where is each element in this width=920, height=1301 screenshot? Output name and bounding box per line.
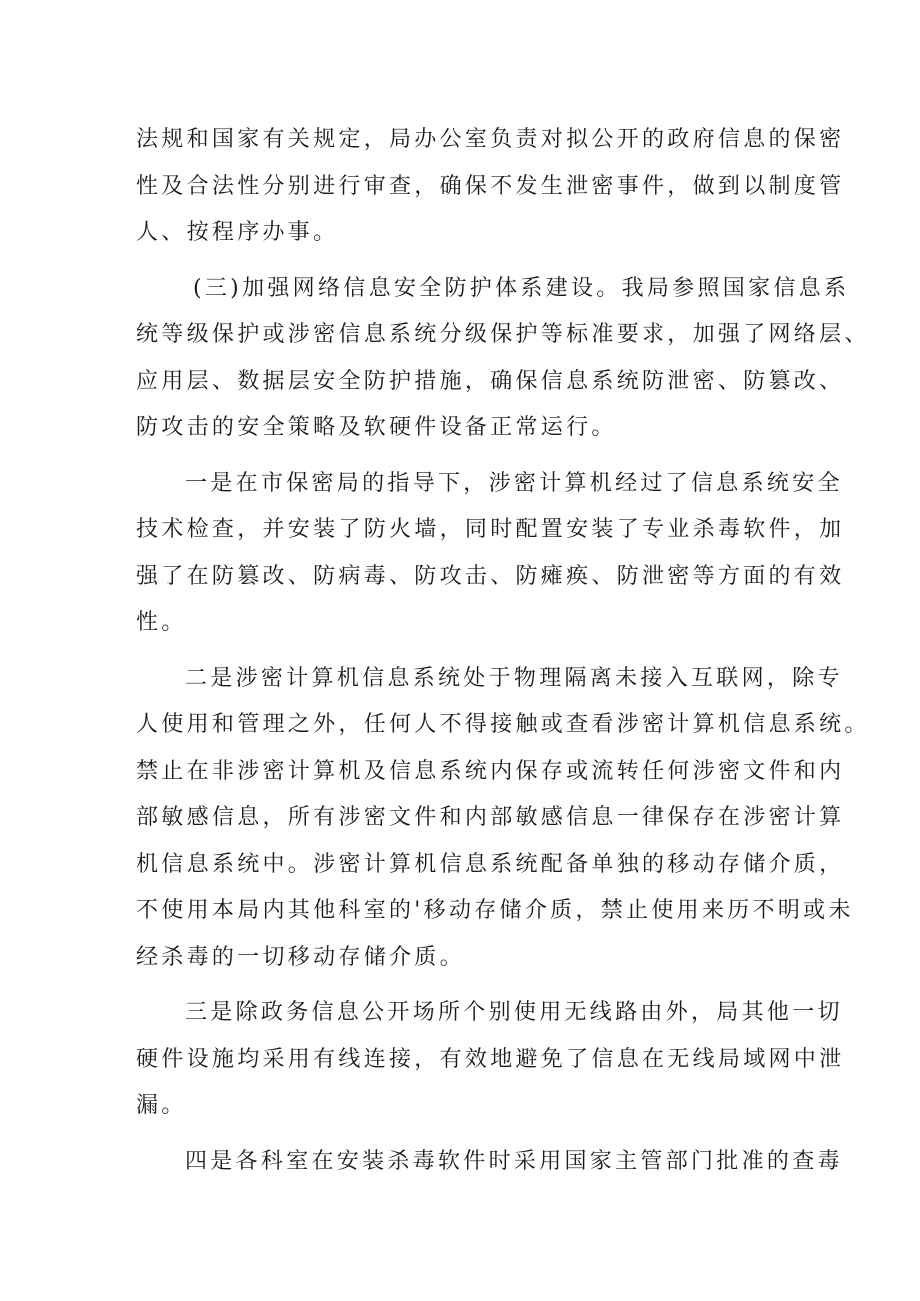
text-line: 人使用和管理之外，任何人不得接触或查看涉密计算机信息系统。 [136, 712, 870, 737]
text-line: 经杀毒的一切移动存储介质。 [136, 944, 465, 970]
text-line: 四是各科室在安装杀毒软件时采用国家主管部门批准的查毒 [185, 1148, 843, 1174]
text-line: 强了在防篡改、防病毒、防攻击、防瘫痪、防泄密等方面的有效 [136, 563, 845, 589]
paragraph-4 [136, 656, 870, 982]
paragraph-3 [136, 461, 845, 647]
text-line: 漏。 [136, 1093, 187, 1118]
text-line: 二是涉密计算机信息系统处于物理隔离未接入互联网，除专 [185, 665, 843, 691]
text-line: (三)加强网络信息安全防护体系建设。我局参照国家信息系 [193, 275, 850, 301]
paragraph-2 [136, 266, 870, 452]
text-line: 禁止在非涉密计算机及信息系统内保存或流转任何涉密文件和内 [136, 758, 845, 784]
text-line: 硬件设施均采用有线连接，有效地避免了信息在无线局域网中泄 [136, 1046, 845, 1072]
paragraph-6 [136, 1139, 843, 1186]
paragraph-1 [136, 117, 845, 257]
text-line: 技术检查，并安装了防火墙，同时配置安装了专业杀毒软件，加 [136, 517, 845, 542]
text-line: 法规和国家有关规定，局办公室负责对拟公开的政府信息的保密 [136, 127, 845, 152]
text-line: 防攻击的安全策略及软硬件设备正常运行。 [136, 415, 617, 440]
document-body [136, 117, 870, 1185]
text-line: 统等级保护或涉密信息系统分级保护等标准要求，加强了网络层、 [136, 322, 870, 347]
text-line: 机信息系统中。涉密计算机信息系统配备单独的移动存储介质， [136, 851, 845, 877]
text-line: 应用层、数据层安全防护措施，确保信息系统防泄密、防篡改、 [136, 368, 845, 394]
text-line: 性。 [136, 610, 187, 635]
paragraph-5 [136, 990, 845, 1130]
text-line: 人、按程序办事。 [136, 220, 339, 245]
text-line: 三是除政务信息公开场所个别使用无线路由外，局其他一切 [185, 1000, 843, 1025]
text-line: 部敏感信息，所有涉密文件和内部敏感信息一律保存在涉密计算 [136, 805, 845, 830]
text-line: 性及合法性分别进行审查，确保不发生泄密事件，做到以制度管 [136, 173, 845, 199]
text-line: 不使用本局内其他科室的'移动存储介质，禁止使用来历不明或未 [136, 898, 854, 923]
text-line: 一是在市保密局的指导下，涉密计算机经过了信息系统安全 [185, 470, 843, 496]
